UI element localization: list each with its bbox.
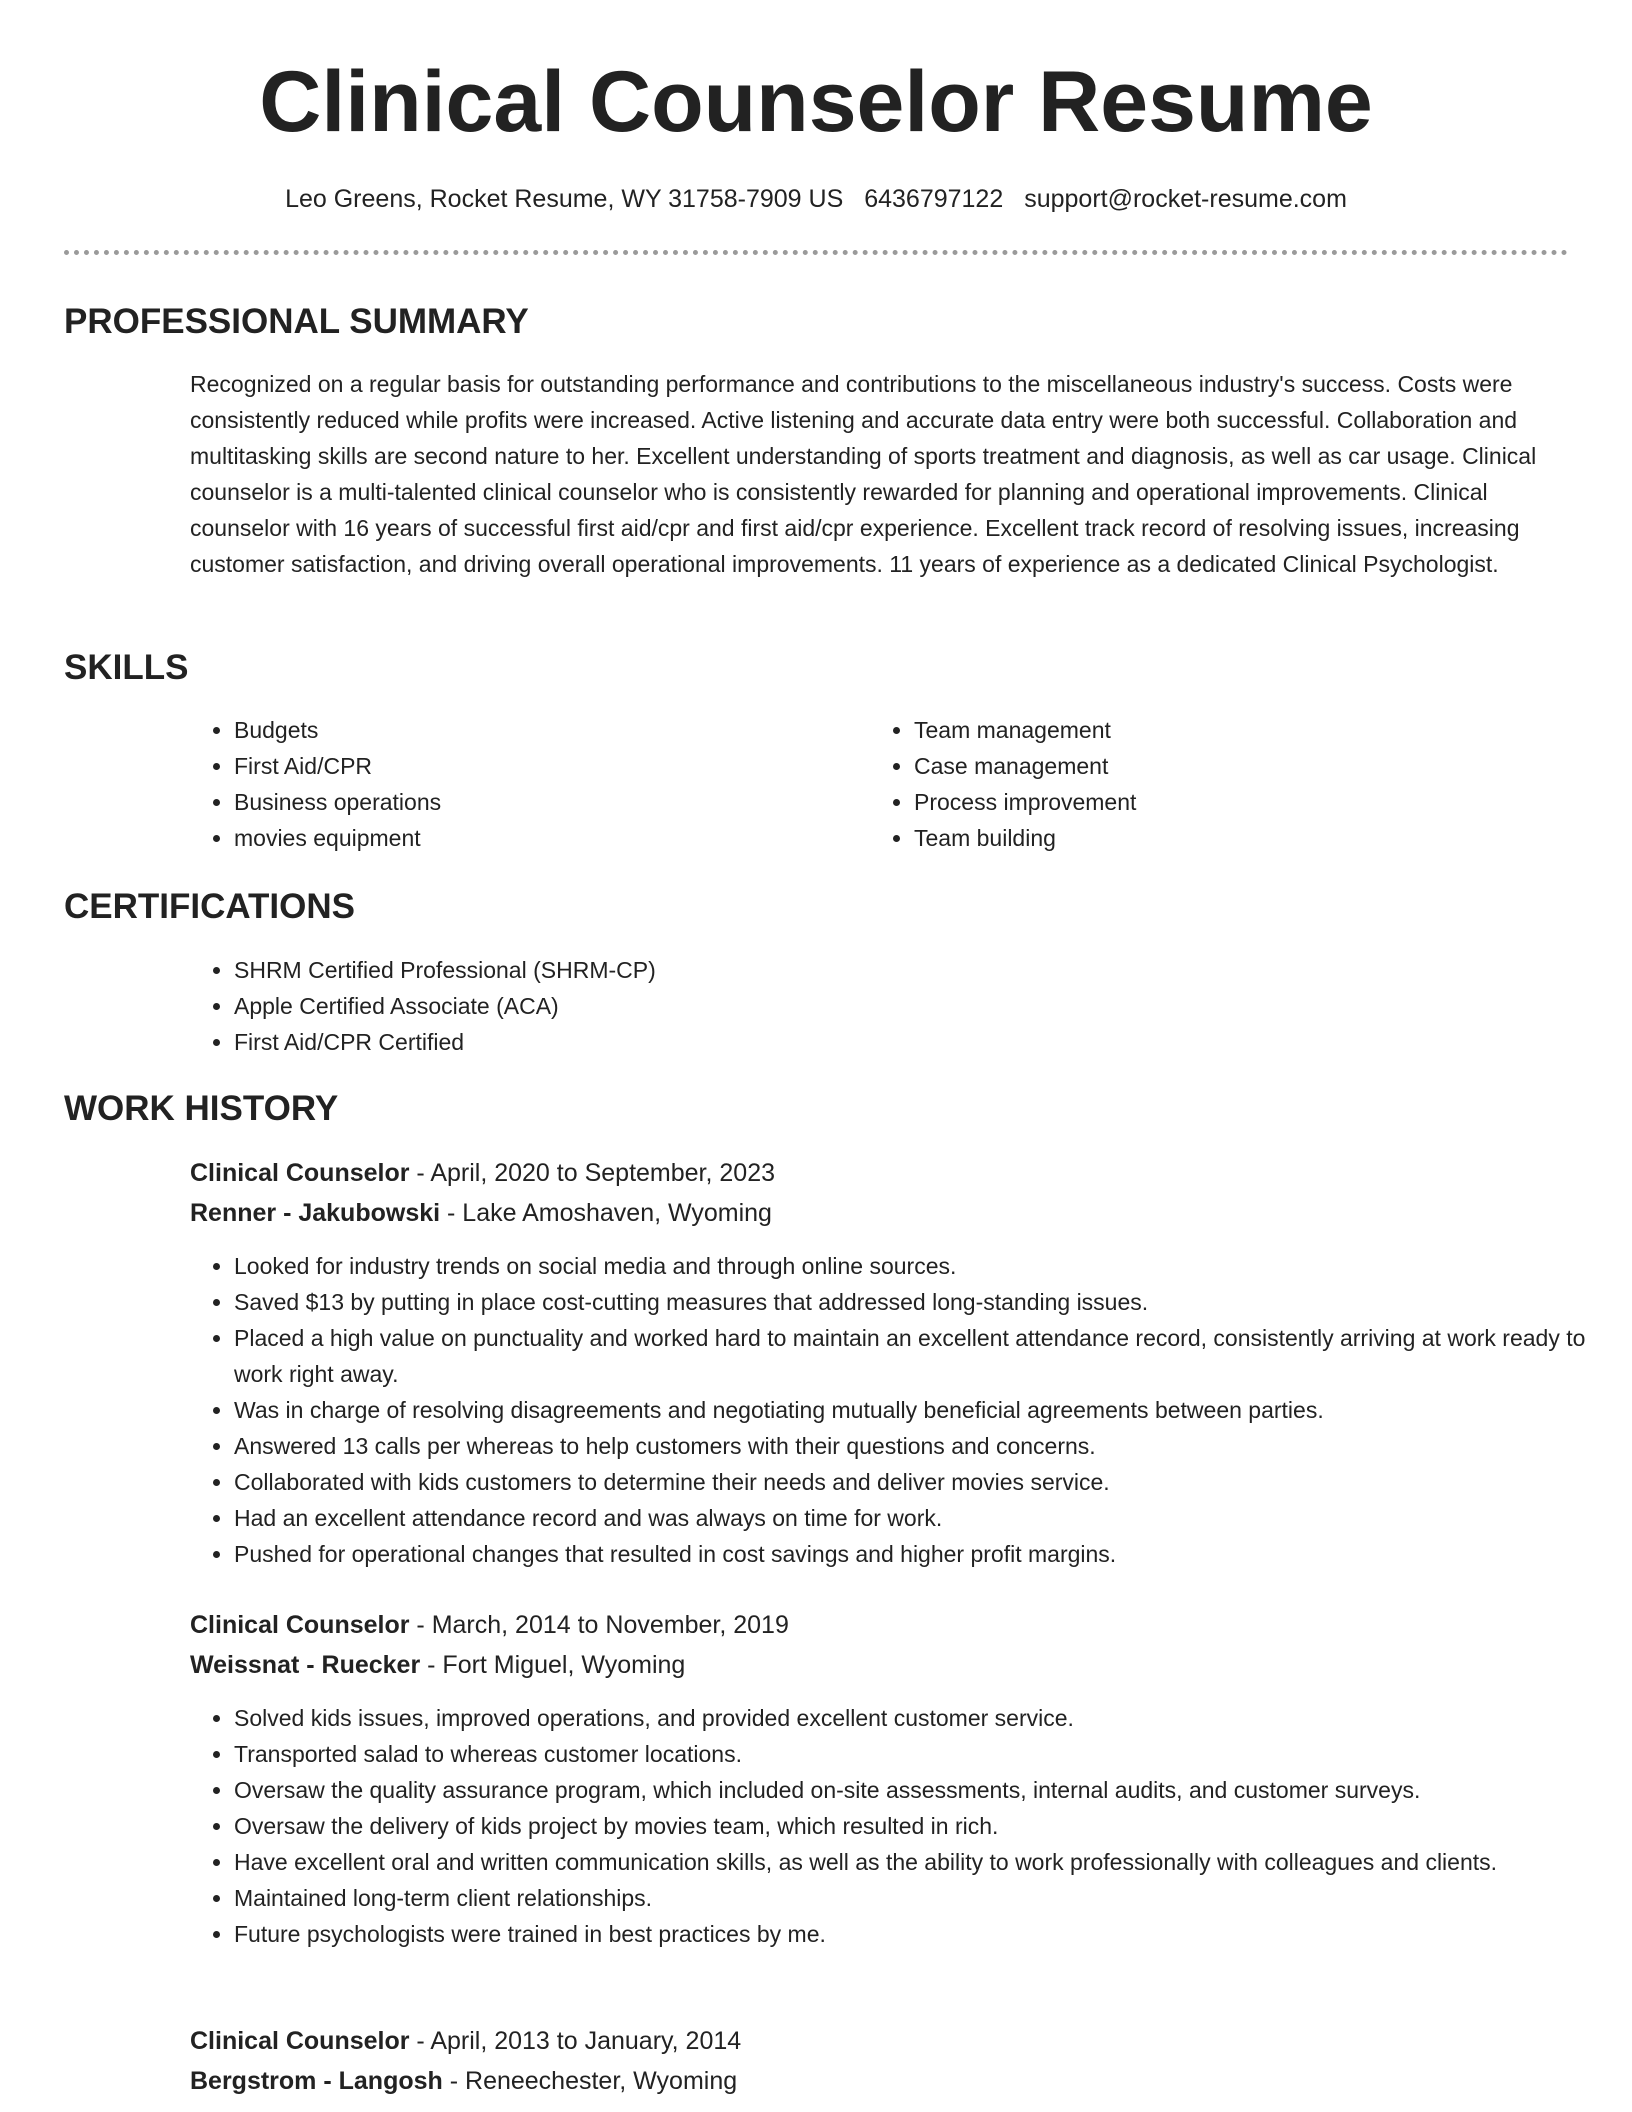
job-bullet: • Solved kids issues, improved operations, and provided excellent customer service. — [234, 1700, 1614, 1736]
work-history-heading: WORK HISTORY — [64, 1089, 339, 1128]
job-bullet: • Have excellent oral and written communication skills, as well as the ability to work professionally with colleagues and clients. — [234, 1844, 1614, 1880]
certifications-list — [190, 952, 1574, 1060]
skill-item: • movies equipment — [234, 820, 834, 856]
job-bullet: • Oversaw the quality assurance program, which included on-site assessments, internal audits, and customer surveys. — [234, 1772, 1614, 1808]
job-dates: - March, 2014 to November, 2019 — [409, 1611, 789, 1639]
job-title-line — [190, 1154, 775, 1192]
contact-line — [0, 182, 1632, 216]
certification-item: • First Aid/CPR Certified — [234, 1024, 1574, 1060]
job-bullet: • Maintained long-term client relationships. — [234, 1880, 1614, 1916]
job-bullet: • Transported salad to whereas customer locations. — [234, 1736, 1614, 1772]
summary-text: Recognized on a regular basis for outstanding performance and contributions to the miscellaneous industry's success. Costs were consistently reduced while profits were increased. Active listening and accurate data entry were both successful. Collaboration and multitasking skills are second nature to her. Excellent understanding of sports treatment and diagnosis, as well as car usage. Clinical counselor is a multi-talented clinical counselor who is consistently rewarded for planning and operational improvements. Clinical counselor with 16 years of successful first aid/cpr and first aid/cpr experience. Excellent track record of resolving issues, increasing customer satisfaction, and driving overall operational improvements. 11 years of experience as a dedicated Clinical Psychologist. — [190, 371, 1537, 577]
skill-item: • Team management — [914, 712, 1514, 748]
job-company: Bergstrom - Langosh — [190, 2067, 443, 2095]
header-divider — [64, 250, 1568, 255]
job-location: - Lake Amoshaven, Wyoming — [440, 1199, 772, 1227]
job-bullet: • Pushed for operational changes that resulted in cost savings and higher profit margins. — [234, 1536, 1614, 1572]
skill-item: • Case management — [914, 748, 1514, 784]
job-bullet: • Placed a high value on punctuality and worked hard to maintain an excellent attendance record, consistently arriving at work ready to work right away. — [234, 1320, 1614, 1392]
job-company-line — [190, 2062, 737, 2100]
job-company-line — [190, 1194, 772, 1232]
job-dates: - April, 2013 to January, 2014 — [409, 2027, 742, 2055]
skill-item: • Team building — [914, 820, 1514, 856]
job-title-line — [190, 2022, 741, 2060]
skills-list-right — [870, 712, 1514, 856]
job-title-line — [190, 1606, 789, 1644]
job-bullet: • Answered 13 calls per whereas to help customers with their questions and concerns. — [234, 1428, 1614, 1464]
job-bullet: • Was in charge of resolving disagreements and negotiating mutually beneficial agreements between parties. — [234, 1392, 1614, 1428]
job-title: Clinical Counselor — [190, 2027, 410, 2055]
contact-address: Leo Greens, Rocket Resume, WY 31758-7909 US — [285, 185, 844, 213]
job-dates: - April, 2020 to September, 2023 — [409, 1159, 775, 1187]
job-bullet: • Had an excellent attendance record and was always on time for work. — [234, 1500, 1614, 1536]
job-location: - Fort Miguel, Wyoming — [420, 1651, 686, 1679]
skill-item: • Budgets — [234, 712, 834, 748]
certification-item: • Apple Certified Associate (ACA) — [234, 988, 1574, 1024]
skill-item: • Process improvement — [914, 784, 1514, 820]
job-bullet: • Collaborated with kids customers to determine their needs and deliver movies service. — [234, 1464, 1614, 1500]
job-company: Weissnat - Ruecker — [190, 1651, 421, 1679]
certification-item: • SHRM Certified Professional (SHRM-CP) — [234, 952, 1574, 988]
job-bullet: • Oversaw the delivery of kids project by movies team, which resulted in rich. — [234, 1808, 1614, 1844]
contact-phone: 6436797122 — [864, 185, 1004, 213]
contact-email: support@rocket-resume.com — [1024, 185, 1347, 213]
job-title: Clinical Counselor — [190, 1159, 410, 1187]
job-location: - Reneechester, Wyoming — [442, 2067, 738, 2095]
job-title: Clinical Counselor — [190, 1611, 410, 1639]
job-bullet: • Looked for industry trends on social media and through online sources. — [234, 1248, 1614, 1284]
job-bullets — [190, 1248, 1614, 1572]
skill-item: • Business operations — [234, 784, 834, 820]
skills-list-left — [190, 712, 834, 856]
summary-heading: PROFESSIONAL SUMMARY — [64, 302, 529, 341]
resume-title: Clinical Counselor Resume — [259, 54, 1373, 150]
job-bullet: • Future psychologists were trained in best practices by me. — [234, 1916, 1614, 1952]
job-company-line — [190, 1646, 685, 1684]
job-company: Renner - Jakubowski — [190, 1199, 441, 1227]
certifications-heading: CERTIFICATIONS — [64, 887, 356, 926]
job-bullet: • Saved $13 by putting in place cost-cutting measures that addressed long-standing issues. — [234, 1284, 1614, 1320]
job-bullets — [190, 1700, 1614, 1952]
skills-heading: SKILLS — [64, 648, 189, 687]
skill-item: • First Aid/CPR — [234, 748, 834, 784]
